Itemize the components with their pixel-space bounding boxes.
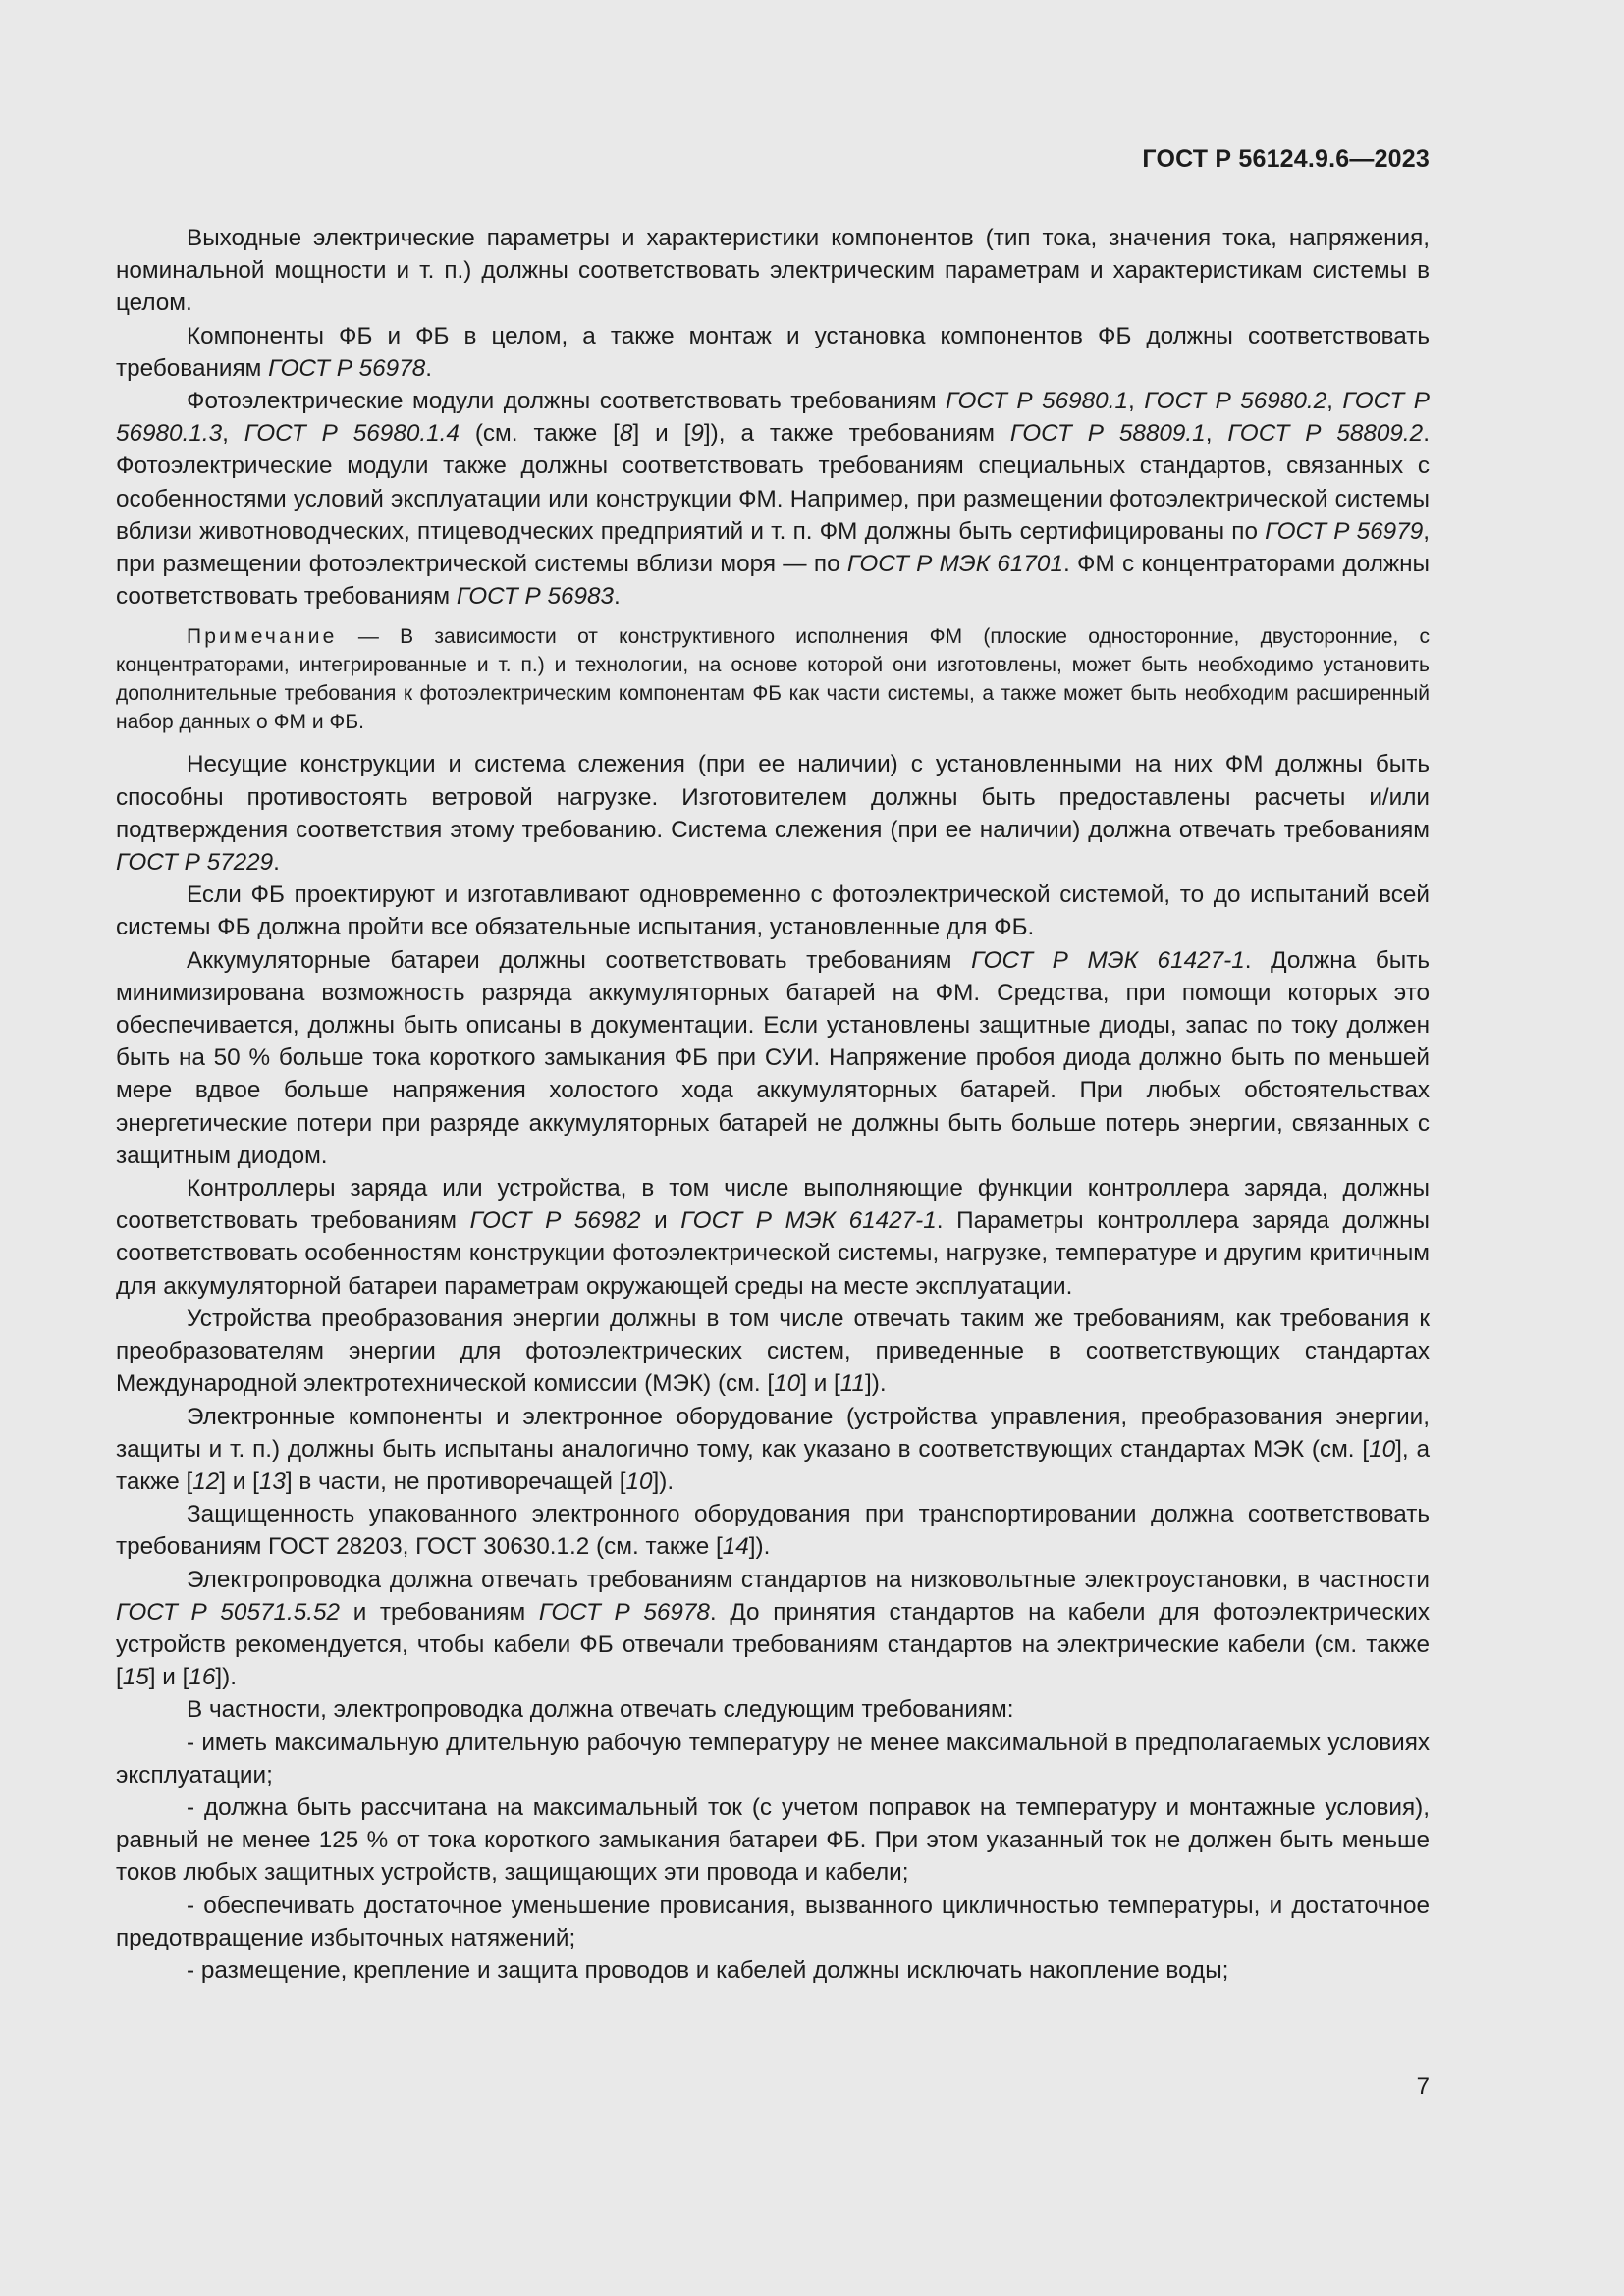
text-run: ] и [ [148, 1664, 189, 1691]
standard-reference: 13 [258, 1468, 286, 1495]
note-paragraph [116, 622, 1430, 736]
standard-reference: 15 [122, 1664, 149, 1691]
text-run: и требованиям [340, 1598, 539, 1626]
text-run: Электропроводка должна отвечать требованиям стандартов на низковольтные электроустановки, в частности [187, 1566, 1430, 1593]
standard-reference: ГОСТ Р 56980.1.4 [244, 420, 460, 448]
paragraph [116, 1401, 1430, 1499]
text-run: . ФМ с концентраторами должны соответствовать требованиям [116, 551, 1431, 611]
text-run: Несущие конструкции и система слежения (при ее наличии) с установленными на них ФМ должны быть способны противостоять ветровой нагрузке. Изготовителем должны быть предоставлены расчеты и/или подтверждения соответствия этому требованию. Система слежения (при ее наличии) должна отвечать требованиям [116, 751, 1430, 843]
paragraph [116, 320, 1430, 385]
text-run: Защищенность упакованного электронного оборудования при транспортировании должна соответствовать требованиям ГОСТ 28203, ГОСТ 30630.1.2 (см. также [ [116, 1501, 1430, 1561]
standard-reference: ГОСТ Р 56980.1.3 [116, 388, 1430, 448]
text-run: Контроллеры заряда или устройства, в том числе выполняющие функции контроллера заряда, должны соответствовать требованиям [116, 1175, 1430, 1235]
text-run: и [640, 1207, 681, 1235]
text-run: . Параметры контроллера заряда должны соответствовать особенностям конструкции фотоэлектрической системы, нагрузке, температуре и другим критичным для аккумуляторной батареи параметрам окружающей среды на месте эксплуатации. [116, 1207, 1431, 1300]
standard-reference: ГОСТ Р 56983 [456, 583, 615, 611]
text-run: Если ФБ проектируют и изготавливают одновременно с фотоэлектрической системой, то до испытаний всей системы ФБ должна пройти все обязательные испытания, установленные для ФБ. [116, 881, 1430, 941]
standard-reference: 10 [1369, 1435, 1396, 1463]
standard-reference: ГОСТ Р 56982 [469, 1207, 641, 1235]
standard-reference: 10 [774, 1370, 801, 1398]
list-item [116, 1727, 1430, 1791]
list-item [116, 1791, 1430, 1890]
text-run: Электронные компоненты и электронное оборудование (устройства управления, преобразования энергии, защиты и т. п.) должны быть испытаны аналогично тому, как указано в соответствующих стандартах МЭК (см. [ [116, 1403, 1430, 1463]
text-run: . Фотоэлектрические модули также должны соответствовать требованиям специальных стандартов, связанных с особенностями условий эксплуатации или конструкции ФМ. Например, при размещении фотоэлектрической системы вблизи животноводческих, птицеводческих предприятий и т. п. ФМ должны быть сертифицированы по [116, 420, 1430, 545]
text-run: . [273, 849, 280, 877]
text-run: ]). [652, 1468, 675, 1495]
text-run: , при размещении фотоэлектрической системы вблизи моря — по [116, 517, 1430, 578]
standard-reference: ГОСТ Р 56980.2 [1144, 388, 1327, 415]
text-run: , [1127, 388, 1145, 415]
standard-reference: ГОСТ Р 50571.5.52 [116, 1598, 341, 1626]
text-run: - размещение, крепление и защита проводов и кабелей должны исключать накопление воды; [187, 1956, 1229, 1984]
paragraph [116, 1172, 1430, 1303]
document-body [116, 222, 1430, 1987]
standard-reference: ГОСТ Р МЭК 61701 [846, 551, 1063, 578]
standard-reference: 12 [192, 1468, 220, 1495]
text-run: - должна быть рассчитана на максимальный ток (с учетом поправок на температуру и монтажные условия), равный не менее 125 % от тока короткого замыкания батареи ФБ. При этом указанный ток не должен быть меньше токов любых защитных устройств, защищающих эти провода и кабели; [116, 1793, 1430, 1887]
standard-reference: ГОСТ Р МЭК 61427-1 [680, 1207, 937, 1235]
text-run: ] и [ [632, 420, 691, 448]
text-run: . [425, 354, 432, 382]
standard-reference: 9 [690, 420, 704, 448]
text-run: . [614, 583, 621, 611]
standard-reference: ГОСТ Р 58809.1 [1009, 420, 1206, 448]
paragraph [116, 1693, 1430, 1726]
paragraph [116, 1303, 1430, 1401]
text-run: В частности, электропроводка должна отвечать следующим требованиям: [187, 1696, 1014, 1724]
text-run: - иметь максимальную длительную рабочую температуру не менее максимальной в предполагаемых условиях эксплуатации; [116, 1729, 1430, 1789]
text-run: ] в части, не противоречащей [ [285, 1468, 626, 1495]
standard-reference: 8 [619, 420, 633, 448]
paragraph [116, 944, 1430, 1172]
text-run: ]). [215, 1664, 237, 1691]
standard-reference: ГОСТ Р 56980.1 [946, 388, 1128, 415]
list-item [116, 1890, 1430, 1954]
list-item [116, 1954, 1430, 1987]
text-run: — В зависимости от конструктивного исполнения ФМ (плоские односторонние, двусторонние, с концентраторами, интегрированные и т. п.) и технологии, на основе которой они изготовлены, может быть необходимо установить дополнительные требования к фотоэлектрическим компонентам ФБ как части системы, а также может быть необходим расширенный набор данных о ФМ и ФБ. [116, 625, 1430, 734]
text-run: . Должна быть минимизирована возможность разряда аккумуляторных батарей на ФМ. Средства, при помощи которых это обеспечивается, должны быть описаны в документации. Если установлены защитные диоды, запас по току должен быть на 50 % больше тока короткого замыкания ФБ при СУИ. Напряжение пробоя диода должно быть по меньшей мере вдвое больше напряжения холостого хода аккумуляторных батарей. При любых обстоятельствах энергетические потери при разряде аккумуляторных батарей не должны быть больше потерь энергии, связанных с защитным диодом. [116, 946, 1430, 1169]
standard-reference: 16 [189, 1664, 216, 1691]
text-run: , [1326, 388, 1343, 415]
page-number: 7 [1416, 2073, 1430, 2100]
text-run: Устройства преобразования энергии должны в том числе отвечать таким же требованиям, как требования к преобразователям энергии для фотоэлектрических систем, приведенные в соответствующих стандартах Международной электротехнической комиссии (МЭК) (см. [ [116, 1305, 1430, 1398]
text-run: ] и [ [219, 1468, 259, 1495]
text-run: Фотоэлектрические модули должны соответствовать требованиям [187, 388, 947, 415]
standard-reference: 14 [722, 1533, 749, 1561]
text-run: , [1205, 420, 1228, 448]
text-run: Аккумуляторные батареи должны соответствовать требованиям [187, 946, 972, 974]
text-run: ] и [ [800, 1370, 840, 1398]
text-run: Выходные электрические параметры и характеристики компонентов (тип тока, значения тока, напряжения, номинальной мощности и т. п.) должны соответствовать электрическим параметрам и характеристикам системы в целом. [116, 225, 1430, 317]
note-label: Примечание [187, 625, 338, 649]
standard-reference: ГОСТ Р 56978 [538, 1598, 710, 1626]
paragraph [116, 1564, 1430, 1694]
text-run: , [222, 420, 244, 448]
text-run: (см. также [ [459, 420, 620, 448]
standard-reference: ГОСТ Р 56979 [1265, 517, 1424, 545]
paragraph [116, 385, 1430, 613]
standard-reference: ГОСТ Р 58809.2 [1227, 420, 1424, 448]
text-run: ], а также [ [116, 1435, 1431, 1495]
text-run: ]). [748, 1533, 771, 1561]
text-run: ]). [865, 1370, 887, 1398]
text-run: . До принятия стандартов на кабели для фотоэлектрических устройств рекомендуется, чтобы кабели ФБ отвечали требованиям стандартов на электрические кабели (см. также [ [116, 1598, 1430, 1691]
paragraph [116, 222, 1430, 320]
document-header: ГОСТ Р 56124.9.6—2023 [1142, 145, 1430, 173]
standard-reference: 11 [839, 1370, 866, 1398]
standard-reference: 10 [625, 1468, 653, 1495]
standard-reference: ГОСТ Р 56978 [268, 354, 426, 382]
standard-reference: ГОСТ Р МЭК 61427-1 [971, 946, 1245, 974]
paragraph [116, 748, 1430, 879]
paragraph [116, 1498, 1430, 1563]
text-run: - обеспечивать достаточное уменьшение провисания, вызванного цикличностью температуры, и достаточное предотвращение избыточных натяжений; [116, 1892, 1430, 1951]
text-run: ]), а также требованиям [703, 420, 1010, 448]
standard-reference: ГОСТ Р 57229 [116, 849, 274, 877]
text-run: Компоненты ФБ и ФБ в целом, а также монтаж и установка компонентов ФБ должны соответствовать требованиям [116, 322, 1430, 382]
paragraph [116, 879, 1430, 943]
